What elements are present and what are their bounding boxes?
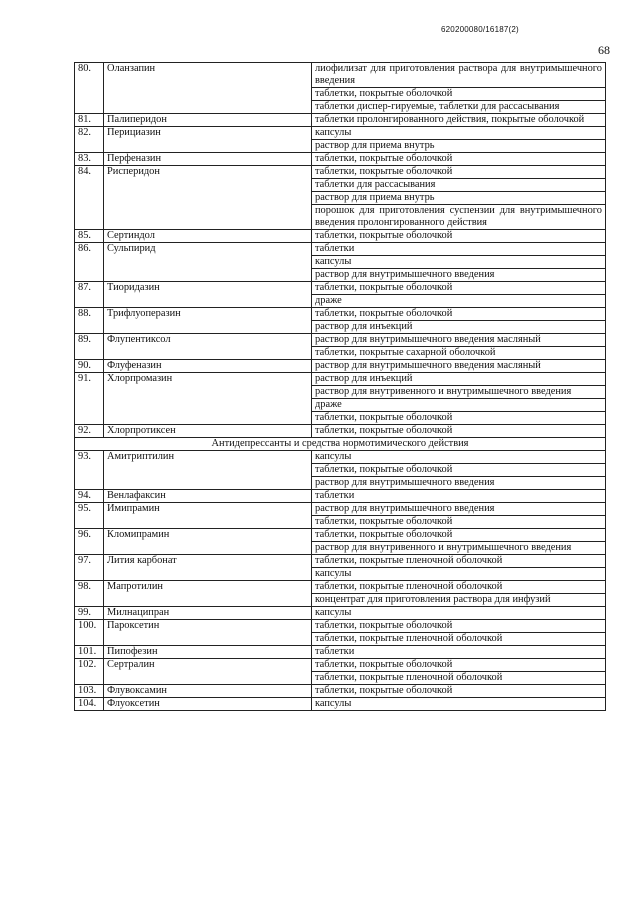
table-row <box>75 360 606 373</box>
table-row <box>75 425 606 438</box>
entry-number: 87. <box>75 282 104 308</box>
dosage-form: таблетки, покрытые пленочной оболочкой <box>312 581 606 594</box>
table-row <box>75 503 606 516</box>
dosage-form: таблетки, покрытые пленочной оболочкой <box>312 555 606 568</box>
dosage-form: таблетки, покрытые оболочкой <box>312 685 606 698</box>
table-row <box>75 620 606 633</box>
entry-number: 81. <box>75 114 104 127</box>
table-row <box>75 334 606 347</box>
drug-name: Кломипрамин <box>104 529 312 555</box>
dosage-form: раствор для внутривенного и внутримышечного введения <box>312 542 606 555</box>
dosage-form: таблетки <box>312 243 606 256</box>
entry-number: 93. <box>75 451 104 490</box>
entry-number: 89. <box>75 334 104 360</box>
dosage-form: концентрат для приготовления раствора для инфузий <box>312 594 606 607</box>
entry-number: 96. <box>75 529 104 555</box>
dosage-form: раствор для внутримышечного введения <box>312 269 606 282</box>
dosage-form: таблетки, покрытые оболочкой <box>312 516 606 529</box>
entry-number: 91. <box>75 373 104 425</box>
dosage-form: таблетки, покрытые оболочкой <box>312 659 606 672</box>
drug-name: Амитриптилин <box>104 451 312 490</box>
drug-name: Венлафаксин <box>104 490 312 503</box>
entry-number: 80. <box>75 63 104 114</box>
table-row <box>75 243 606 256</box>
drug-name: Перфеназин <box>104 153 312 166</box>
table-row <box>75 63 606 88</box>
drug-name: Сульпирид <box>104 243 312 282</box>
drug-name: Имипрамин <box>104 503 312 529</box>
dosage-form: порошок для приготовления суспензии для внутримышечного введения пролонгированного действия <box>312 205 606 230</box>
table-row <box>75 529 606 542</box>
table-row <box>75 308 606 321</box>
category-heading: Антидепрессанты и средства нормотимического действия <box>75 438 606 451</box>
dosage-form: таблетки для рассасывания <box>312 179 606 192</box>
entry-number: 82. <box>75 127 104 153</box>
entry-number: 97. <box>75 555 104 581</box>
dosage-form: драже <box>312 399 606 412</box>
table-row <box>75 555 606 568</box>
dosage-form: раствор для внутримышечного введения масляный <box>312 360 606 373</box>
dosage-form: таблетки пролонгированного действия, покрытые оболочкой <box>312 114 606 127</box>
entry-number: 86. <box>75 243 104 282</box>
entry-number: 83. <box>75 153 104 166</box>
table-row <box>75 153 606 166</box>
table-row <box>75 659 606 672</box>
drug-table <box>74 62 606 711</box>
entry-number: 104. <box>75 698 104 711</box>
dosage-form: таблетки, покрытые оболочкой <box>312 464 606 477</box>
drug-name: Сертиндол <box>104 230 312 243</box>
drug-name: Перициазин <box>104 127 312 153</box>
dosage-form: таблетки, покрытые оболочкой <box>312 153 606 166</box>
table-row <box>75 373 606 386</box>
table-row <box>75 607 606 620</box>
page-number: 68 <box>598 43 610 57</box>
table-row <box>75 698 606 711</box>
dosage-form: раствор для приема внутрь <box>312 140 606 153</box>
dosage-form: таблетки, покрытые оболочкой <box>312 412 606 425</box>
table-row <box>75 127 606 140</box>
table-row <box>75 581 606 594</box>
table-row <box>75 490 606 503</box>
entry-number: 90. <box>75 360 104 373</box>
drug-name: Оланзапин <box>104 63 312 114</box>
dosage-form: таблетки, покрытые оболочкой <box>312 166 606 179</box>
dosage-form: таблетки, покрытые оболочкой <box>312 308 606 321</box>
table-row <box>75 282 606 295</box>
drug-table-body <box>75 63 606 711</box>
dosage-form: таблетки, покрытые пленочной оболочкой <box>312 633 606 646</box>
dosage-form: таблетки, покрытые оболочкой <box>312 529 606 542</box>
dosage-form: раствор для инъекций <box>312 373 606 386</box>
drug-name: Хлорпромазин <box>104 373 312 425</box>
drug-name: Лития карбонат <box>104 555 312 581</box>
table-row <box>75 451 606 464</box>
dosage-form: лиофилизат для приготовления раствора для внутримышечного введения <box>312 63 606 88</box>
drug-name: Флуфеназин <box>104 360 312 373</box>
drug-name: Флувоксамин <box>104 685 312 698</box>
entry-number: 99. <box>75 607 104 620</box>
entry-number: 100. <box>75 620 104 646</box>
dosage-form: раствор для внутривенного и внутримышечного введения <box>312 386 606 399</box>
table-row <box>75 114 606 127</box>
drug-name: Пипофезин <box>104 646 312 659</box>
table-row <box>75 166 606 179</box>
dosage-form: раствор для внутримышечного введения <box>312 477 606 490</box>
drug-name: Хлорпротиксен <box>104 425 312 438</box>
entry-number: 94. <box>75 490 104 503</box>
drug-name: Флупентиксол <box>104 334 312 360</box>
dosage-form: таблетки <box>312 490 606 503</box>
drug-name: Мапротилин <box>104 581 312 607</box>
entry-number: 98. <box>75 581 104 607</box>
dosage-form: таблетки, покрытые пленочной оболочкой <box>312 672 606 685</box>
dosage-form: таблетки, покрытые оболочкой <box>312 425 606 438</box>
dosage-form: таблетки, покрытые сахарной оболочкой <box>312 347 606 360</box>
document-id: 620200080/16187(2) <box>441 25 519 34</box>
dosage-form: таблетки, покрытые оболочкой <box>312 282 606 295</box>
dosage-form: раствор для внутримышечного введения масляный <box>312 334 606 347</box>
dosage-form: капсулы <box>312 698 606 711</box>
drug-name: Палиперидон <box>104 114 312 127</box>
table-row <box>75 230 606 243</box>
entry-number: 84. <box>75 166 104 230</box>
dosage-form: таблетки <box>312 646 606 659</box>
dosage-form: таблетки диспер-гируемые, таблетки для рассасывания <box>312 101 606 114</box>
entry-number: 92. <box>75 425 104 438</box>
dosage-form: раствор для инъекций <box>312 321 606 334</box>
drug-name: Сертралин <box>104 659 312 685</box>
dosage-form: раствор для внутримышечного введения <box>312 503 606 516</box>
drug-name: Пароксетин <box>104 620 312 646</box>
dosage-form: капсулы <box>312 607 606 620</box>
drug-name: Рисперидон <box>104 166 312 230</box>
entry-number: 101. <box>75 646 104 659</box>
dosage-form: таблетки, покрытые оболочкой <box>312 230 606 243</box>
drug-name: Трифлуоперазин <box>104 308 312 334</box>
entry-number: 103. <box>75 685 104 698</box>
entry-number: 88. <box>75 308 104 334</box>
dosage-form: драже <box>312 295 606 308</box>
entry-number: 85. <box>75 230 104 243</box>
drug-name: Тиоридазин <box>104 282 312 308</box>
entry-number: 95. <box>75 503 104 529</box>
drug-name: Флуоксетин <box>104 698 312 711</box>
dosage-form: таблетки, покрытые оболочкой <box>312 88 606 101</box>
dosage-form: раствор для приема внутрь <box>312 192 606 205</box>
dosage-form: таблетки, покрытые оболочкой <box>312 620 606 633</box>
dosage-form: капсулы <box>312 568 606 581</box>
category-row <box>75 438 606 451</box>
drug-name: Милнаципран <box>104 607 312 620</box>
dosage-form: капсулы <box>312 256 606 269</box>
dosage-form: капсулы <box>312 127 606 140</box>
dosage-form: капсулы <box>312 451 606 464</box>
entry-number: 102. <box>75 659 104 685</box>
table-row <box>75 685 606 698</box>
table-row <box>75 646 606 659</box>
